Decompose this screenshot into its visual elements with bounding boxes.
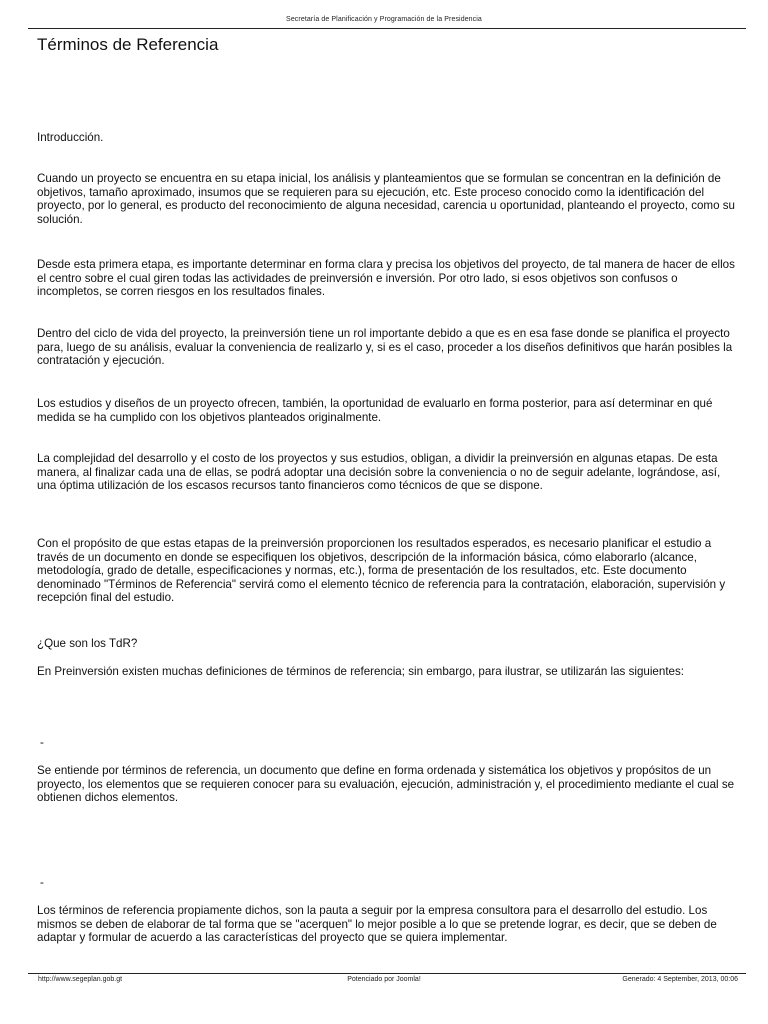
- footer-divider: [28, 973, 746, 974]
- footer-generated-date: Generado: 4 September, 2013, 00:06: [622, 976, 738, 983]
- footer-powered-by: Potenciado por Joomla!: [347, 976, 421, 983]
- question-heading: ¿Que son los TdR?: [37, 637, 138, 650]
- paragraph-6: Con el propósito de que estas etapas de la preinversión proporcionen los resultados esperados, es necesario planificar el estudio a través de un documento en donde se especifiquen los objetivos, descripción de la información básica, cómo elaborarlo (alcance, metodología, grado de detalle, especificaciones y normas, etc.), forma de presentación de los resultados, etc. Este documento denominado "Términos de Referencia" servirá como el elemento técnico de referencia para la contratación, elaboración, supervisión y recepción final del estudio.: [37, 537, 726, 605]
- paragraph-1: Cuando un proyecto se encuentra en su etapa inicial, los análisis y planteamientos que se formulan se concentran en la definición de objetivos, tamaño aproximado, insumos que se requieren para su ejecución, etc. Este proceso conocido como la identificación del proyecto, por lo general, es producto del reconocimiento de alguna necesidad, carencia u oportunidad, planteando el proyecto, como su solución.: [37, 172, 736, 226]
- dash-marker-1: -: [40, 736, 44, 749]
- intro-heading: Introducción.: [37, 131, 104, 144]
- paragraph-2: Desde esta primera etapa, es importante determinar en forma clara y precisa los objetivos del proyecto, de tal manera de hacer de ellos el centro sobre el cual giren todas las actividades de preinversión e inversión. Por otro lado, si esos objetivos son confusos o incompletos, se corren riesgos en los resultados finales.: [37, 258, 735, 299]
- definition-2: Los términos de referencia propiamente dichos, son la pauta a seguir por la empresa consultora para el desarrollo del estudio. Los mismos se deben de elaborar de tal forma que se "acerquen" lo mejor posible a lo que se pretende lograr, es decir, que se deben de adaptar y formular de acuerdo a las características del proyecto que se quiera implementar.: [37, 904, 717, 945]
- definition-1: Se entiende por términos de referencia, un documento que define en forma ordenada y sistemática los objetivos y propósitos de un proyecto, los elementos que se requieren conocer para su evaluación, ejecución, administración y, el procedimiento mediante el cual se obtienen dichos elementos.: [37, 764, 735, 805]
- footer-url-link[interactable]: http://www.segeplan.gob.gt: [38, 976, 123, 983]
- header-organization: Secretaría de Planificación y Programación de la Presidencia: [286, 16, 482, 23]
- paragraph-5: La complejidad del desarrollo y el costo de los proyectos y sus estudios, obligan, a dividir la preinversión en algunas etapas. De esta manera, al finalizar cada una de ellas, se podrá adoptar una decisión sobre la conveniencia o no de seguir adelante, lográndose, así, una óptima utilización de los escasos recursos tanto financieros como técnicos de que se dispone.: [37, 452, 721, 493]
- paragraph-3: Dentro del ciclo de vida del proyecto, la preinversión tiene un rol importante debido a que es en esa fase donde se planifica el proyecto para, luego de su análisis, evaluar la conveniencia de realizarlo y, si es el caso, proceder a los diseños definitivos que harán posibles la contratación y ejecución.: [37, 327, 733, 368]
- dash-marker-2: -: [40, 876, 44, 889]
- paragraph-4: Los estudios y diseños de un proyecto ofrecen, también, la oportunidad de evaluarlo en forma posterior, para así determinar en qué medida se ha cumplido con los objetivos planteados originalmente.: [37, 397, 713, 424]
- page-title: Términos de Referencia: [37, 35, 219, 54]
- definitions-intro: En Preinversión existen muchas definiciones de términos de referencia; sin embargo, para ilustrar, se utilizarán las siguientes:: [37, 665, 685, 678]
- header-divider: [28, 28, 746, 29]
